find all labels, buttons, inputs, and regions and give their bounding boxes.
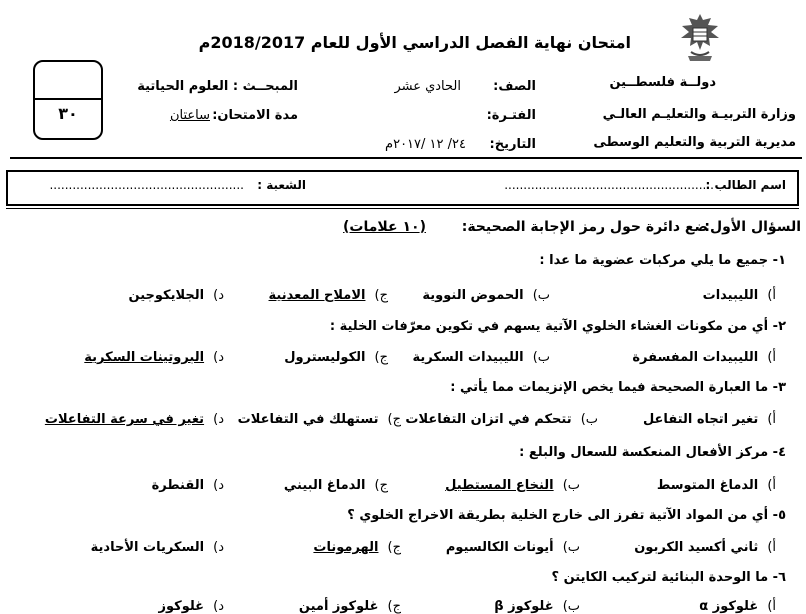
option-text: الدماغ البيني (283, 478, 366, 493)
date-label: التاريخ: (489, 137, 536, 152)
option-text: القنطرة (151, 478, 205, 493)
q1-option-a[interactable] (703, 288, 776, 303)
q3-option-c[interactable] (238, 412, 401, 427)
q1-option-b[interactable] (422, 288, 550, 303)
q4-option-c[interactable] (284, 478, 388, 493)
option-text: ثاني أكسيد الكربون (634, 540, 759, 555)
option-letter: ب) (580, 412, 598, 427)
question-2: ٢- أي من مكونات الغشاء الخلوي الآتية يسهم في تكوين معرّفات الخلية : (329, 319, 786, 334)
option-letter: ج) (374, 478, 388, 493)
option-letter: د) (213, 350, 224, 365)
option-letter: أ) (767, 478, 776, 493)
section-instruction: ضع دائرة حول رمز الإجابة الصحيحة: (461, 219, 708, 235)
q3-option-b[interactable] (405, 412, 598, 427)
option-letter: د) (213, 412, 224, 427)
q2-option-a[interactable] (632, 350, 776, 365)
option-letter: ب) (532, 350, 550, 365)
palestine-eagle-emblem (678, 10, 722, 64)
option-letter: د) (213, 540, 224, 555)
duration-label: مدة الامتحان: (212, 108, 298, 123)
q5-option-d[interactable] (91, 540, 224, 555)
option-letter: أ) (767, 412, 776, 427)
q6-option-c[interactable] (299, 599, 401, 614)
option-letter: ب) (532, 288, 550, 303)
option-text: غلوكوز أمين (298, 599, 379, 614)
option-letter: أ) (767, 350, 776, 365)
option-text: غلوكوز (158, 599, 205, 614)
ministry-name: وزارة التربيـة والتعليـم العالـي (602, 107, 796, 122)
student-name-field[interactable]: ....................................................... (504, 178, 714, 192)
option-text: تتحكم في اتزان التفاعلات (405, 412, 572, 427)
q5-option-c[interactable] (313, 540, 401, 555)
total-marks-box (33, 60, 103, 140)
section-marks: (١٠ علامات) (343, 219, 426, 235)
option-text: الجلايكوجين (128, 288, 205, 303)
period-label: الفتـرة: (486, 108, 536, 123)
date-value: ٢٤/ ١٢ /٢٠١٧م (385, 137, 466, 152)
q2-option-c[interactable] (284, 350, 388, 365)
option-letter: أ) (767, 288, 776, 303)
section-label: الشعبة : (257, 178, 306, 192)
header-rule (10, 157, 802, 159)
q6-option-b[interactable] (494, 599, 580, 614)
option-text: غلوكوز α (699, 599, 759, 614)
class-value: الحادي عشر (394, 79, 461, 94)
duration-value: ساعتان (169, 108, 210, 123)
section-field[interactable]: ................................................... (49, 178, 244, 192)
option-text: البروتينات السكرية (84, 350, 205, 365)
q2-option-d[interactable] (84, 350, 224, 365)
option-text: الاملاح المعدنية (268, 288, 366, 303)
q2-option-b[interactable] (413, 350, 550, 365)
option-letter: ب) (562, 599, 580, 614)
score-divider (35, 98, 101, 100)
question-6: ٦- ما الوحدة البنائية لتركيب الكايتن ؟ (551, 570, 786, 585)
option-letter: ج) (374, 288, 388, 303)
option-letter: ج) (387, 540, 401, 555)
question-1: ١- جميع ما يلي مركبات عضوية ما عدا : (539, 253, 786, 268)
q1-option-c[interactable] (269, 288, 388, 303)
option-text: السكريات الأحادية (90, 540, 205, 555)
option-letter: ج) (374, 350, 388, 365)
directorate-name: مديرية التربية والتعليم الوسطى (593, 135, 796, 150)
option-text: الكوليسترول (284, 350, 366, 365)
option-text: غلوكوز β (494, 599, 554, 614)
question-4: ٤- مركز الأفعال المنعكسة للسعال والبلع : (519, 445, 786, 460)
question-3: ٣- ما العبارة الصحيحة فيما يخص الإنزيمات مما يأتي : (450, 380, 786, 395)
q3-option-d[interactable] (45, 412, 224, 427)
q1-option-d[interactable] (129, 288, 224, 303)
q5-option-b[interactable] (446, 540, 580, 555)
total-marks: ٣٠ (58, 104, 78, 123)
option-text: تستهلك في التفاعلات (237, 412, 379, 427)
option-text: الهرمونات (313, 540, 379, 555)
q4-option-d[interactable] (152, 478, 224, 493)
option-text: أيونات الكالسيوم (445, 540, 554, 555)
q4-option-a[interactable] (657, 478, 776, 493)
student-name-label: اسم الطالب : (705, 178, 786, 192)
option-letter: ج) (387, 412, 401, 427)
option-text: النخاع المستطيل (445, 478, 554, 493)
section-title: السؤال الأول: (704, 219, 801, 235)
exam-title: امتحان نهاية الفصل الدراسي الأول للعام 2018/2017م (198, 33, 631, 52)
subject-label: المبحــث : العلوم الحياتية (137, 79, 298, 94)
student-rule (6, 208, 799, 209)
option-letter: أ) (767, 599, 776, 614)
option-letter: د) (213, 478, 224, 493)
q5-option-a[interactable] (634, 540, 776, 555)
q4-option-b[interactable] (445, 478, 580, 493)
option-text: تغير اتجاه التفاعل (642, 412, 759, 427)
option-text: الحموض النووية (422, 288, 524, 303)
q6-option-a[interactable] (699, 599, 776, 614)
class-label: الصف: (493, 79, 536, 94)
option-letter: د) (213, 599, 224, 614)
option-text: الليبيدات السكرية (412, 350, 524, 365)
option-letter: أ) (767, 540, 776, 555)
q3-option-a[interactable] (643, 412, 776, 427)
option-letter: ج) (387, 599, 401, 614)
option-letter: د) (213, 288, 224, 303)
option-text: الليبيدات (702, 288, 759, 303)
option-letter: ب) (562, 540, 580, 555)
option-letter: ب) (562, 478, 580, 493)
q6-option-d[interactable] (159, 599, 224, 614)
question-5: ٥- أي من المواد الآتية تفرز الى خارج الخلية بطريقة الاخراج الخلوي ؟ (347, 508, 786, 523)
option-text: تغير في سرعة التفاعلات (44, 412, 205, 427)
option-text: الليبيدات المفسفرة (632, 350, 759, 365)
state-name: دولــة فلسطــين (609, 75, 716, 90)
option-text: الدماغ المتوسط (656, 478, 759, 493)
